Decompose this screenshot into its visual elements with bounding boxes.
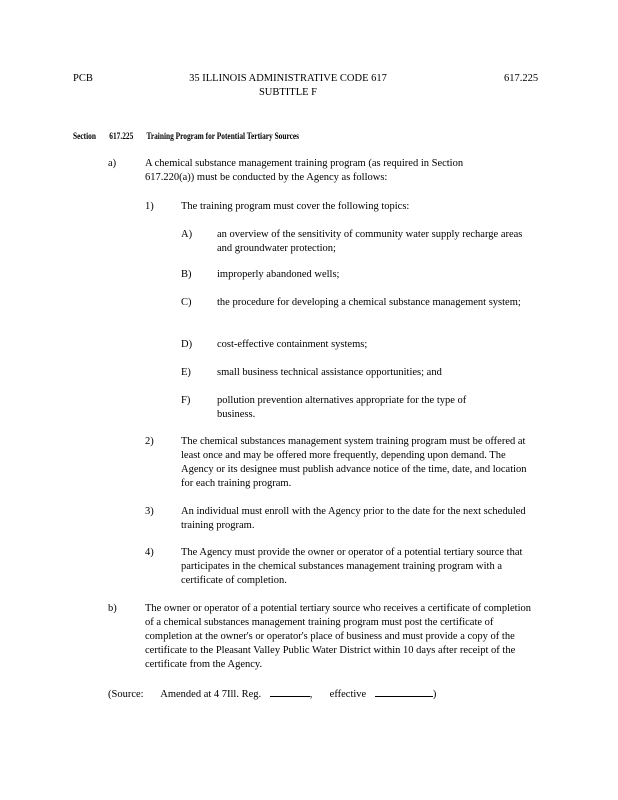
subitem-F-mark: F): [181, 395, 191, 406]
section-label: Section: [73, 131, 96, 141]
subitem-A-mark: A): [181, 229, 193, 240]
subitem-B-text: improperly abandoned wells;: [217, 269, 340, 280]
header-right: 617.225: [504, 73, 539, 84]
item-1-text: The training program must cover the following topics:: [181, 201, 410, 212]
header-center-line2: SUBTITLE F: [258, 87, 318, 98]
subitem-F-text: pollution prevention alternatives appropriate for the type of business.: [217, 395, 467, 420]
subitem-B-mark: B): [181, 269, 192, 280]
source-prefix: (Source:: [108, 689, 144, 700]
para-a-mark: a): [108, 158, 117, 169]
source-text: Amended at 4 7Ill. Reg.: [160, 689, 262, 700]
section-number: 617.225: [109, 131, 134, 141]
source-blank-1: [270, 686, 310, 697]
header-left: PCB: [73, 73, 93, 84]
subitem-E-mark: E): [181, 367, 191, 378]
para-a-text: A chemical substance management training program (as required in Section 617.220(a)) must be conducted by the Agency as follows:: [145, 158, 464, 183]
header-center-line1: 35 ILLINOIS ADMINISTRATIVE CODE 617: [189, 73, 387, 84]
source-blank-2: [375, 686, 433, 697]
item-4-text: The Agency must provide the owner or operator of a potential tertiary source that participates in the chemical substances management training program with a certificate of completion.: [181, 547, 523, 586]
subitem-A-text: an overview of the sensitivity of community water supply recharge areas and groundwater protection;: [217, 229, 523, 254]
subitem-C-text: the procedure for developing a chemical substance management system;: [217, 297, 521, 308]
para-b-mark: b): [108, 603, 117, 614]
subitem-C-mark: C): [181, 297, 192, 308]
source-line: (Source: Amended at 4 7Ill. Reg. , effective ): [108, 686, 436, 702]
item-3-text: An individual must enroll with the Agency prior to the date for the next scheduled training program.: [181, 506, 526, 531]
section-heading: [73, 129, 311, 143]
header-center: [173, 72, 403, 100]
subitem-D-text: cost-effective containment systems;: [217, 339, 368, 350]
item-2-mark: 2): [145, 436, 154, 447]
para-b-text: The owner or operator of a potential tertiary source who receives a certificate of completion of a chemical substances management training program must post the certificate of completion at the owner's or operator's place of business and must provide a copy of the certificate to the Pleasant Valley Public Water District within 10 days after receipt of the certificate from the Agency.: [145, 603, 531, 670]
item-3-mark: 3): [145, 506, 154, 517]
source-close: ): [432, 689, 437, 700]
subitem-E-text: small business technical assistance opportunities; and: [217, 367, 442, 378]
item-4-mark: 4): [145, 547, 154, 558]
section-title: Training Program for Potential Tertiary Sources: [146, 131, 300, 141]
item-2-text: The chemical substances management system training program must be offered at least once and may be offered more frequently, depending upon demand. The Agency or its designee must publish advance notice of the time, date, and location for each training program.: [181, 436, 527, 489]
source-effective: effective: [329, 689, 367, 700]
subitem-D-mark: D): [181, 339, 193, 350]
item-1-mark: 1): [145, 201, 154, 212]
